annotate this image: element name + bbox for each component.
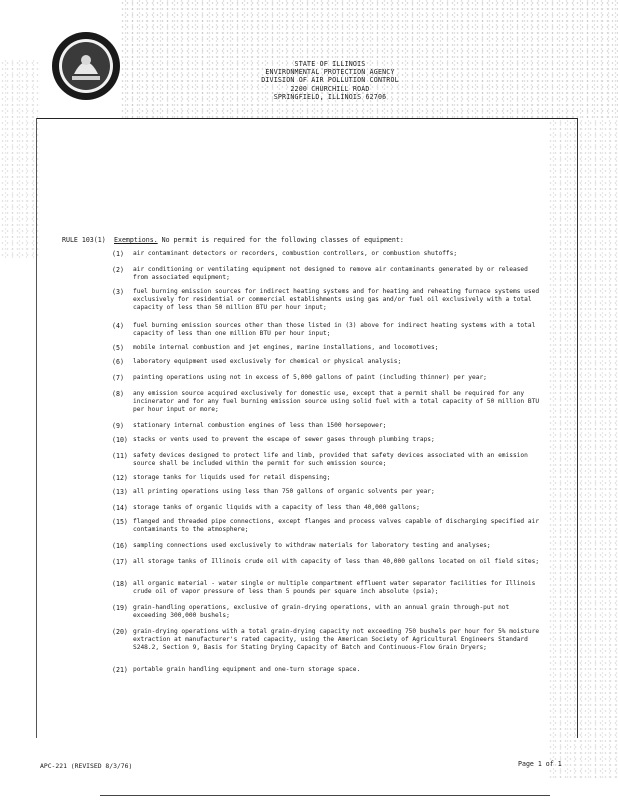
item-text: all printing operations using less than 750 gallons of organic solvents per year; <box>133 488 435 495</box>
letterhead-street: 2200 CHURCHILL ROAD <box>290 84 370 93</box>
item-text: sampling connections used exclusively to withdraw materials for laboratory testing and analyses; <box>133 542 491 549</box>
item-number: (21) <box>112 666 128 674</box>
item-text: fuel burning emission sources for indirect heating systems and for heating and reheating furnace systems used exclusively for residential or commercial establishments using gas and/or fuel oil exclusively with a total capacity of less than 50 million BTU per hour input; <box>133 288 540 311</box>
frame-top-rule <box>36 118 578 119</box>
item-text: fuel burning emission sources other than those listed in (3) above for indirect heating systems with a total capacity of less than one million BTU per hour input; <box>133 322 536 337</box>
form-code: APC-221 (REVISED 8/3/76) <box>40 762 133 770</box>
item-number: (6) <box>112 358 124 366</box>
frame-right-rule <box>577 118 578 738</box>
item-text: safety devices designed to protect life and limb, provided that safety devices associated with an emission source shall be included within the permit for such emission source; <box>133 452 528 467</box>
item-number: (1) <box>112 250 124 258</box>
item-number: (17) <box>112 558 128 566</box>
item-number: (20) <box>112 628 128 636</box>
item-number: (8) <box>112 390 124 398</box>
letterhead-city: SPRINGFIELD, ILLINOIS 62706 <box>273 92 387 101</box>
item-text: grain-handling operations, exclusive of grain-drying operations, with an annual grain through-put not exceeding 300,000 bushels; <box>133 604 510 619</box>
rule-heading: Exemptions. <box>114 236 158 244</box>
item-number: (4) <box>112 322 124 330</box>
item-text: grain-drying operations with a total grain-drying capacity not exceeding 750 bushels per hour for 5% moisture extraction at manufacturer's rated capacity, using the American Society of Agricultural Engineers Standard S248.2, Section 9, Basis for Stating Drying Capacity of Batch and Continuous-Flow Grain Dryers; <box>133 628 540 651</box>
agency-letterhead <box>200 60 460 101</box>
rule-intro <box>114 236 554 244</box>
item-number: (18) <box>112 580 128 588</box>
item-text: stationary internal combustion engines of less than 1500 horsepower; <box>133 422 387 429</box>
rule-label: RULE 103(1) <box>62 236 106 244</box>
item-number: (11) <box>112 452 128 460</box>
letterhead-state: STATE OF ILLINOIS <box>294 60 366 68</box>
item-text: any emission source acquired exclusively for domestic use, except that a permit shall be required for any incinerator and for any fuel burning emission source using solid fuel with a total capacity of 50 million BTU per hour input or more; <box>133 390 540 413</box>
state-seal-icon <box>50 30 122 102</box>
item-number: (7) <box>112 374 124 382</box>
item-text: laboratory equipment used exclusively for chemical or physical analysis; <box>133 358 402 365</box>
item-number: (9) <box>112 422 124 430</box>
frame-left-rule <box>36 118 37 738</box>
item-number: (12) <box>112 474 128 482</box>
item-text: stacks or vents used to prevent the escape of sewer gases through plumbing traps; <box>133 436 435 443</box>
item-number: (15) <box>112 518 128 526</box>
item-number: (3) <box>112 288 124 296</box>
letterhead-division: DIVISION OF AIR POLLUTION CONTROL <box>261 76 399 85</box>
item-text: flanged and threaded pipe connections, except flanges and process valves capable of discharging specified air contaminants to the atmosphere; <box>133 518 540 533</box>
rule-intro-text: No permit is required for the following classes of equipment: <box>157 236 404 244</box>
item-text: portable grain handling equipment and one-turn storage space. <box>133 666 361 673</box>
item-text: storage tanks of organic liquids with a capacity of less than 40,000 gallons; <box>133 504 420 511</box>
item-text: mobile internal combustion and jet engines, marine installations, and locomotives; <box>133 344 439 351</box>
item-text: all storage tanks of Illinois crude oil with capacity of less than 40,000 gallons located on oil field sites; <box>133 558 540 565</box>
item-number: (19) <box>112 604 128 612</box>
item-text: air contaminant detectors or recorders, combustion controllers, or combustion shutoffs; <box>133 250 458 257</box>
page-number: Page 1 of 1 <box>518 760 562 768</box>
letterhead-agency: ENVIRONMENTAL PROTECTION AGENCY <box>265 68 395 77</box>
item-text: painting operations using not in excess of 5,000 gallons of paint (including thinner) per year; <box>133 374 487 381</box>
item-text: storage tanks for liquids used for retail dispensing; <box>133 474 331 481</box>
item-number: (5) <box>112 344 124 352</box>
item-number: (2) <box>112 266 124 274</box>
bottom-rule <box>100 795 550 796</box>
scan-speckle-left <box>0 60 40 260</box>
item-text: all organic material - water single or multiple compartment effluent water separator facilities for Illinois crude oil of vapor pressure of less than 5 pounds per square inch absolute (psia); <box>133 580 536 595</box>
item-text: air conditioning or ventilating equipment not designed to remove air contaminants generated by or released from associated equipment; <box>133 266 528 281</box>
item-number: (10) <box>112 436 128 444</box>
item-number: (13) <box>112 488 128 496</box>
item-number: (16) <box>112 542 128 550</box>
scan-speckle-right <box>548 120 618 780</box>
item-number: (14) <box>112 504 128 512</box>
